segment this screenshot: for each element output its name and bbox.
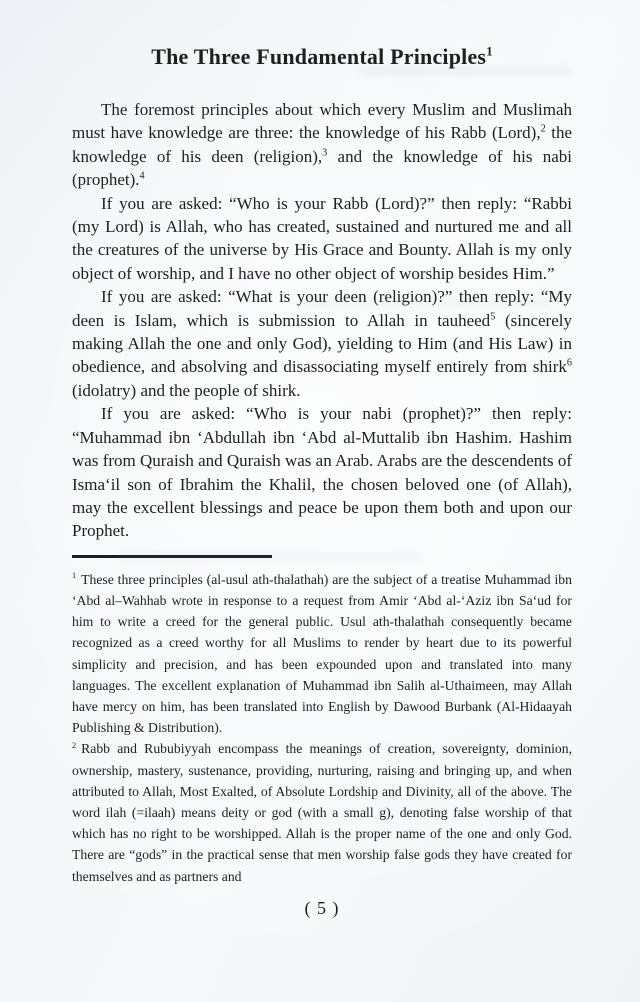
footnote-1: $^1$ These three principles (al-usul ath-thalathah) are the subject of a treatise Muhammad ibn ‘Abd al–Wahhab wrote in response to a request from Amir ‘Abd al-‘Aziz ibn Sa‘ud for him to write a creed for the general public. Usul ath-thalathah consequently became recognized as a creed worthy for all Muslims to render by heart due to its powerful simplicity and precision, and has been expounded upon and translated into many languages. The excellent explanation of Muhammad ibn Salih al-Uthaimeen, may Allah have mercy on him, has been translated into English by Dawood Burbank (Al-Hidaayah Publishing & Distribution). [72, 571, 572, 736]
page-number: ( 5 ) [304, 897, 340, 918]
body-paragraph-foremost-principles: The foremost principles about which every Muslim and Muslimah must have knowledge are three: the knowledge of his Rabb (Lord),$^2$ the knowledge of his deen (religion),$^3$ and the knowledge of his nabi (prophet).$^4$ [72, 100, 572, 190]
footnote-2: $^2$ Rabb and Rububiyyah encompass the meanings of creation, sovereignty, dominion, ownership, mastery, sustenance, providing, nurturing, raising and bringing up, and when attributed to Allah, Most Exalted, of Absolute Lordship and Divinity, all of the above. The word ilah (=ilaah) means deity or god (with a small g), denoting false worship of that which has no right to be worshipped. Allah is the proper name of the one and only God. There are “gods” in the practical sense that men worship false gods they have created for themselves and as partners and [72, 740, 572, 884]
body-paragraph-who-is-your-nabi: If you are asked: “Who is your nabi (prophet)?” then reply: “Muhammad ibn ‘Abdullah ibn ‘Abd al-Muttalib ibn Hashim. Hashim was from Quraish and Quraish was an Arab. Arabs are the descendents of Isma‘il son of Ibrahim the Khalil, the chosen beloved one (of Allah), may the excellent blessings and peace be upon them both and upon our Prophet. [72, 404, 572, 541]
page-title: The Three Fundamental Principles$^1$ [151, 44, 493, 69]
body-paragraph-who-is-your-rabb: If you are asked: “Who is your Rabb (Lord)?” then reply: “Rabbi (my Lord) is Allah, who has created, sustained and nurtured me and all the creatures of the universe by His Grace and Bounty. Allah is my only object of worship, and I have no other object of worship besides Him.” [72, 193, 572, 283]
body-paragraph-what-is-your-deen: If you are asked: “What is your deen (religion)?” then reply: “My deen is Islam, which is submission to Allah in tauheed$^5$ (sincerely making Allah the one and only God), yielding to Him (and His Law) in obedience, and absolving and disassociating myself entirely from shirk$^6$ (idolatry) and the people of shirk. [72, 287, 572, 400]
body-text [72, 98, 572, 543]
footnotes-section [72, 569, 572, 887]
footnote-separator [72, 555, 272, 558]
